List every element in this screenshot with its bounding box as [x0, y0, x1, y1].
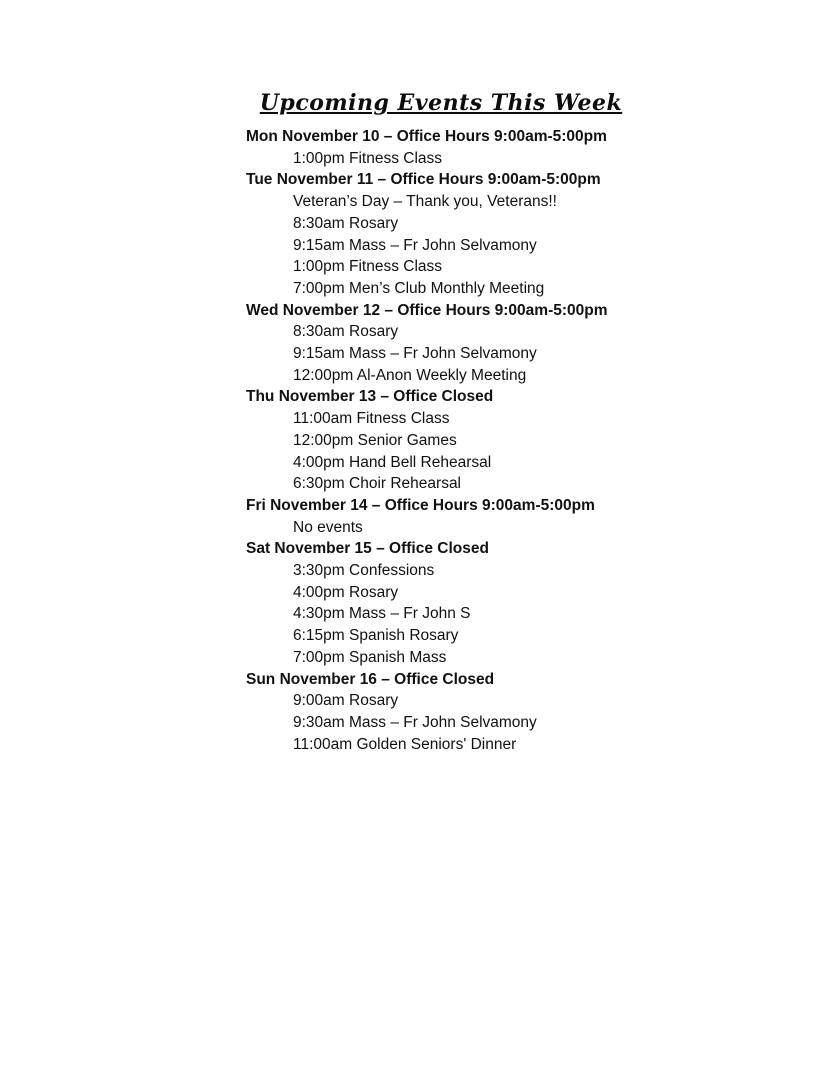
event-line: 9:15am Mass – Fr John Selvamony: [293, 345, 537, 363]
day-section: [246, 495, 636, 538]
event-line: 12:00pm Senior Games: [293, 431, 457, 449]
event-line: 8:30am Rosary: [293, 214, 399, 232]
event-line: 6:15pm Spanish Rosary: [293, 627, 459, 645]
event-line: 1:00pm Fitness Class: [293, 149, 443, 167]
day-section: [246, 386, 636, 495]
event-line: 9:00am Rosary: [293, 692, 399, 710]
day-section: [246, 126, 636, 169]
event-line: 11:00am Golden Seniors' Dinner: [293, 735, 517, 753]
day-header: Thu November 13 – Office Closed: [246, 388, 494, 406]
event-line: 7:00pm Men’s Club Monthly Meeting: [293, 279, 545, 297]
page-title: Upcoming Events This Week: [259, 90, 623, 116]
day-header: Mon November 10 – Office Hours 9:00am-5:00pm: [246, 128, 607, 145]
day-header: Sun November 16 – Office Closed: [246, 670, 495, 688]
event-line: 9:30am Mass – Fr John Selvamony: [293, 713, 537, 731]
event-line: 7:00pm Spanish Mass: [293, 648, 447, 666]
event-line: No events: [293, 518, 363, 536]
day-header: Sat November 15 – Office Closed: [246, 540, 489, 558]
day-section: [246, 169, 636, 299]
day-section: [246, 300, 636, 387]
event-line: 4:00pm Hand Bell Rehearsal: [293, 453, 492, 471]
event-line: 12:00pm Al-Anon Weekly Meeting: [293, 366, 527, 384]
day-header: Fri November 14 – Office Hours 9:00am-5:00pm: [246, 496, 595, 514]
events-schedule: [246, 88, 636, 755]
event-line: 11:00am Fitness Class: [293, 410, 450, 428]
event-line: 4:00pm Rosary: [293, 583, 399, 601]
event-line: Veteran’s Day – Thank you, Veterans!!: [293, 193, 557, 211]
event-line: 8:30am Rosary: [293, 323, 399, 341]
event-line: 6:30pm Choir Rehearsal: [293, 475, 462, 493]
days-container: [246, 126, 636, 755]
event-line: 1:00pm Fitness Class: [293, 258, 443, 276]
day-section: [246, 538, 636, 668]
day-header: Wed November 12 – Office Hours 9:00am-5:00pm: [246, 301, 608, 319]
event-line: 4:30pm Mass – Fr John S: [293, 605, 471, 623]
day-section: [246, 669, 636, 756]
event-line: 3:30pm Confessions: [293, 562, 435, 580]
day-header: Tue November 11 – Office Hours 9:00am-5:00pm: [246, 171, 601, 189]
event-line: 9:15am Mass – Fr John Selvamony: [293, 236, 537, 254]
